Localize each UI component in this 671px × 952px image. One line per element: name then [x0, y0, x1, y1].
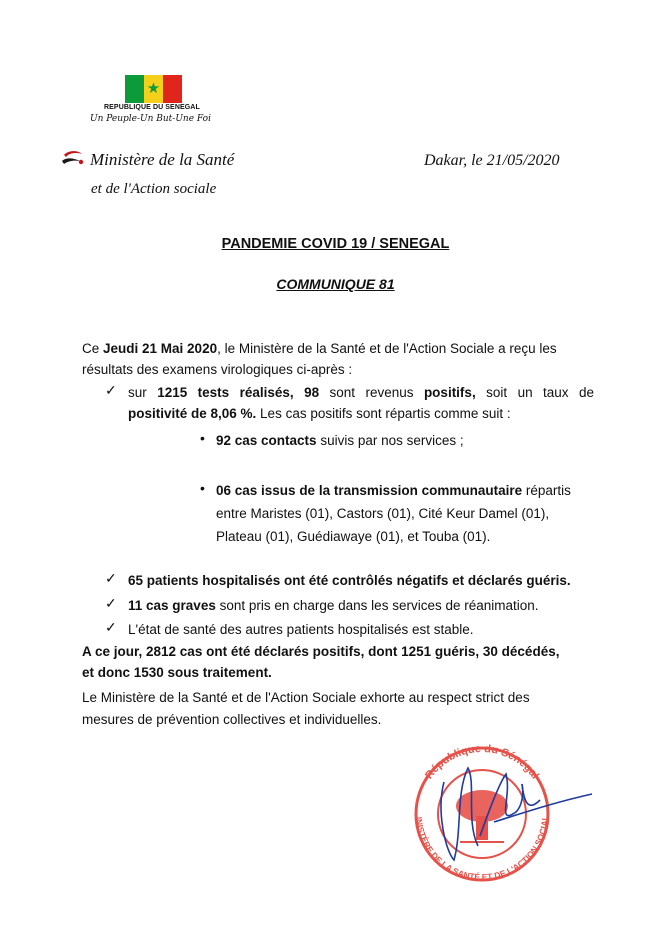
tests-line2: [128, 403, 511, 424]
check-icon: ✓: [105, 595, 117, 611]
community-count: 06 cas issus de la transmission communautaire: [216, 483, 523, 498]
closing-line2: mesures de prévention collectives et individuelles.: [82, 712, 382, 727]
intro-text-rest: , le Ministère de la Santé et de l'Action Sociale a reçu les: [217, 341, 557, 356]
totals-line1: [82, 641, 559, 662]
check-icon: ✓: [105, 570, 117, 586]
flag-red-band: [163, 75, 182, 103]
contacts-item: [216, 430, 464, 451]
check-icon: ✓: [105, 382, 117, 398]
ministry-name-line1: Ministère de la Santé: [90, 150, 235, 169]
positivity-rate: positivité de 8,06 %.: [128, 406, 257, 421]
intro-text: Ce: [82, 341, 104, 356]
community-line3: Plateau (01), Guédiawaye (01), et Touba (01).: [216, 529, 491, 544]
tests-text: soit un taux de: [475, 385, 594, 400]
stamp-bottom-text: INISTÈRE DE LA SANTÉ ET DE L'ACTION SOCIAL: [414, 815, 551, 882]
republic-label: REPUBLIQUE DU SENEGAL: [104, 104, 200, 111]
ministry-logo-icon: [60, 149, 86, 174]
tests-text: sur: [128, 385, 158, 400]
flag-yellow-band: [144, 75, 163, 103]
star-icon: ★: [146, 80, 161, 98]
flag-green-band: [125, 75, 144, 103]
check-icon: ✓: [105, 619, 117, 635]
community-line2: entre Maristes (01), Castors (01), Cité Keur Damel (01),: [216, 506, 550, 521]
ministry-name-line2: et de l'Action sociale: [91, 181, 217, 197]
contacts-count: 92 cas contacts: [216, 433, 317, 448]
intro-paragraph-line2: résultats des examens virologiques ci-après :: [82, 362, 353, 377]
tests-line1: [128, 382, 594, 403]
intro-date: Jeudi 21 Mai 2020: [103, 341, 218, 356]
tests-count: 1215 tests réalisés, 98: [157, 385, 320, 400]
official-stamp: [396, 742, 596, 887]
tests-text: Les cas positifs sont répartis comme suit :: [256, 406, 511, 421]
community-line1: [216, 480, 571, 501]
bullet-icon: •: [200, 430, 205, 446]
community-text: répartis: [522, 483, 571, 498]
severe-text: sont pris en charge dans les services de réanimation.: [215, 598, 539, 613]
recovered-text: 65 patients hospitalisés ont été contrôlés négatifs et déclarés guéris.: [128, 573, 571, 588]
intro-paragraph-line1: [82, 338, 557, 359]
communique-number: COMMUNIQUE 81: [276, 276, 395, 292]
totals-text: A ce jour, 2812 cas ont été déclarés positifs, dont 1251 guéris, 30 décédés,: [82, 644, 560, 659]
document-date: Dakar, le 21/05/2020: [424, 152, 560, 169]
totals-line2: [82, 662, 272, 683]
stamp-top-text: République du Sénégal: [423, 742, 542, 782]
recovered-item: [128, 570, 571, 591]
senegal-flag: [125, 75, 182, 103]
tests-text: sont revenus: [319, 385, 424, 400]
contacts-text: suivis par nos services ;: [316, 433, 464, 448]
tests-positive: positifs,: [423, 385, 476, 400]
severe-count: 11 cas graves: [128, 598, 216, 613]
stable-item: L'état de santé des autres patients hospitalisés est stable.: [128, 622, 474, 637]
bullet-icon: •: [200, 480, 205, 496]
document-title: PANDEMIE COVID 19 / SENEGAL: [221, 236, 450, 252]
national-motto: Un Peuple-Un But-Une Foi: [90, 114, 211, 124]
baobab-crown-icon: [456, 790, 508, 822]
severe-item: [128, 595, 539, 616]
closing-line1: Le Ministère de la Santé et de l'Action Sociale exhorte au respect strict des: [82, 690, 530, 705]
totals-text: et donc 1530 sous traitement.: [82, 665, 272, 680]
